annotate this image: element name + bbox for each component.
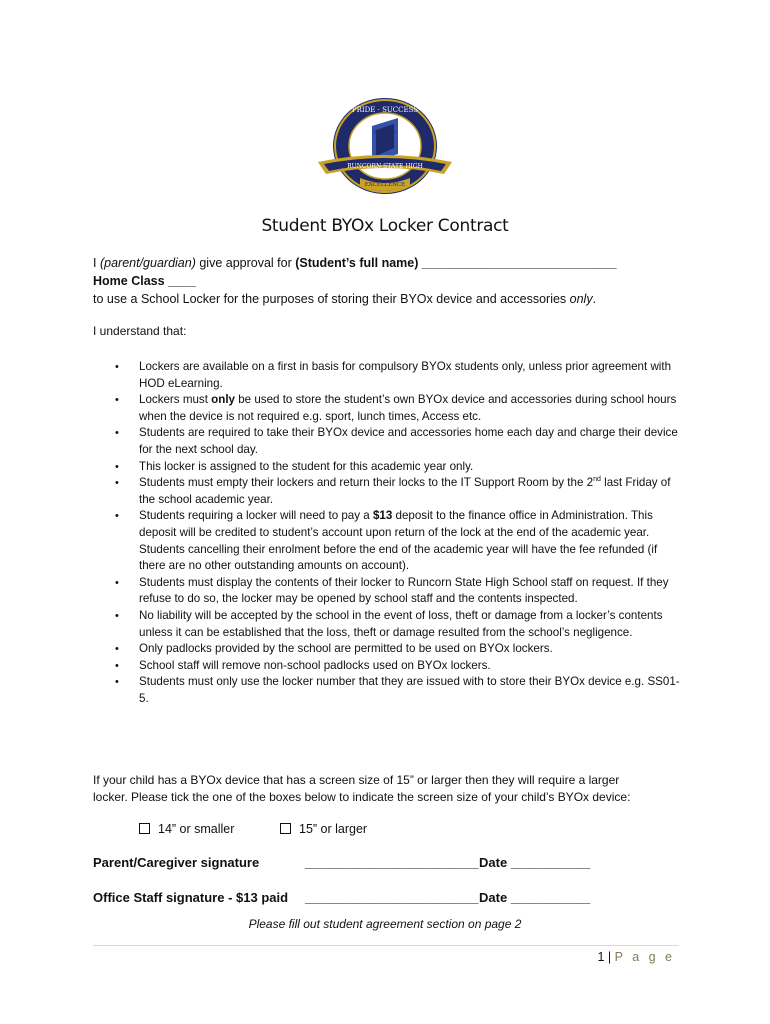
purpose-period: . xyxy=(592,292,597,306)
give-approval-text: give approval for xyxy=(195,256,296,270)
term-item xyxy=(93,608,683,641)
checkbox-15-inch[interactable] xyxy=(280,823,291,834)
term-pre: No liability will be accepted by the school in the event of loss, theft or damage from a locker’s contents unless it can be established that the loss, theft or damage resulted from the school’s negligence. xyxy=(139,608,663,639)
term-post: be used to store the student’s own BYOx device and accessories during school hours when the device is not required e.g. sport, lunch times, Access etc. xyxy=(139,393,677,423)
crest-motto-top: PRIDE · SUCCESS xyxy=(351,106,419,114)
term-post: deposit to the finance office in Administration. This deposit will be credited to student’s account upon return of the lock at the end of the academic year. Students cancelling their enrolment before the end of the academic year will have the fee refunded (if there are no other outstanding amounts on account). xyxy=(139,509,658,573)
term-item xyxy=(93,359,683,392)
parent-guardian-label: (parent/guardian) xyxy=(99,256,196,270)
office-date-field[interactable]: Date ___________ xyxy=(479,890,591,905)
term-bold: only xyxy=(211,393,236,407)
parent-date-field[interactable]: Date ___________ xyxy=(479,855,591,870)
page-word: P a g e xyxy=(614,950,675,964)
term-item xyxy=(93,475,683,508)
term-sup: nd xyxy=(593,476,601,484)
understand-heading: I understand that: xyxy=(93,324,187,338)
term-bold: $13 xyxy=(372,509,393,523)
page-2-note: Please fill out student agreement section on page 2 xyxy=(248,917,522,931)
intro-i: I xyxy=(93,256,97,270)
home-class-field[interactable]: Home Class ____ xyxy=(93,274,196,288)
option-14-inch[interactable] xyxy=(139,822,234,836)
school-crest-logo xyxy=(310,96,460,200)
intro-purpose-line xyxy=(93,292,596,306)
office-signature-row xyxy=(93,890,591,905)
purpose-only: only xyxy=(569,292,593,306)
term-pre: Students must only use the locker number that they are issued with to store their BYOx device e.g. SS01-5. xyxy=(139,675,680,705)
parent-signature-row xyxy=(93,855,591,870)
screen-size-paragraph-2: locker. Please tick the one of the boxes below to indicate the screen size of your child’s BYOx device: xyxy=(93,790,631,804)
term-item xyxy=(93,459,683,476)
student-name-label: (Student’s full name) xyxy=(295,256,419,270)
term-pre: Students are required to take their BYOx device and accessories home each day and charge their device for the next school day. xyxy=(139,426,678,456)
footer-divider xyxy=(93,945,679,946)
office-signature-label: Office Staff signature - $13 paid xyxy=(93,890,289,905)
term-pre: School staff will remove non-school padlocks used on BYOx lockers. xyxy=(139,658,491,672)
page-footer xyxy=(597,950,675,964)
term-pre: Only padlocks provided by the school are permitted to be used on BYOx lockers. xyxy=(139,642,553,656)
page-separator: | xyxy=(604,950,615,964)
screen-size-paragraph-1: If your child has a BYOx device that has a screen size of 15” or larger then they will require a larger xyxy=(93,773,620,787)
crest-motto-bottom: EXCELLENCE xyxy=(364,182,406,188)
term-item xyxy=(93,392,683,425)
term-post: last Friday of the school academic year. xyxy=(139,476,671,506)
crest-school-name: RUNCORN STATE HIGH xyxy=(347,163,423,170)
term-item xyxy=(93,508,683,574)
option-15-inch[interactable] xyxy=(280,822,367,836)
term-item xyxy=(93,425,683,458)
office-signature-line[interactable]: ________________________ xyxy=(305,890,479,905)
checkbox-14-inch[interactable] xyxy=(139,823,150,834)
term-pre: Lockers must xyxy=(139,393,212,407)
crest-established: Est. 1986 xyxy=(374,131,396,136)
option-15-inch-label: 15” or larger xyxy=(299,822,368,836)
term-item xyxy=(93,641,683,658)
term-pre: Students must empty their lockers and return their locks to the IT Support Room by the 2 xyxy=(139,476,594,490)
term-pre: Lockers are available on a first in basis for compulsory BYOx students only, unless prior agreement with HOD eLearning. xyxy=(139,360,672,390)
term-item xyxy=(93,658,683,675)
parent-signature-line[interactable]: ________________________ xyxy=(305,855,479,870)
term-pre: This locker is assigned to the student for this academic year only. xyxy=(139,459,474,473)
term-pre: Students must display the contents of their locker to Runcorn State High School staff on request. If they refuse to do so, the locker may be opened by school staff and the contents inspected. xyxy=(139,575,669,606)
intro-approval-line xyxy=(93,256,617,270)
page-number: 1 xyxy=(597,950,605,964)
student-name-field[interactable]: ____________________________ xyxy=(418,256,617,270)
term-item xyxy=(93,674,683,707)
term-pre: Students requiring a locker will need to pay a xyxy=(139,509,373,523)
terms-list xyxy=(93,359,683,707)
document-title: Student BYOx Locker Contract xyxy=(261,216,509,236)
parent-signature-label: Parent/Caregiver signature xyxy=(93,855,260,870)
term-item xyxy=(93,575,683,608)
purpose-text: to use a School Locker for the purposes of storing their BYOx device and accessories xyxy=(93,292,570,306)
option-14-inch-label: 14” or smaller xyxy=(158,822,235,836)
